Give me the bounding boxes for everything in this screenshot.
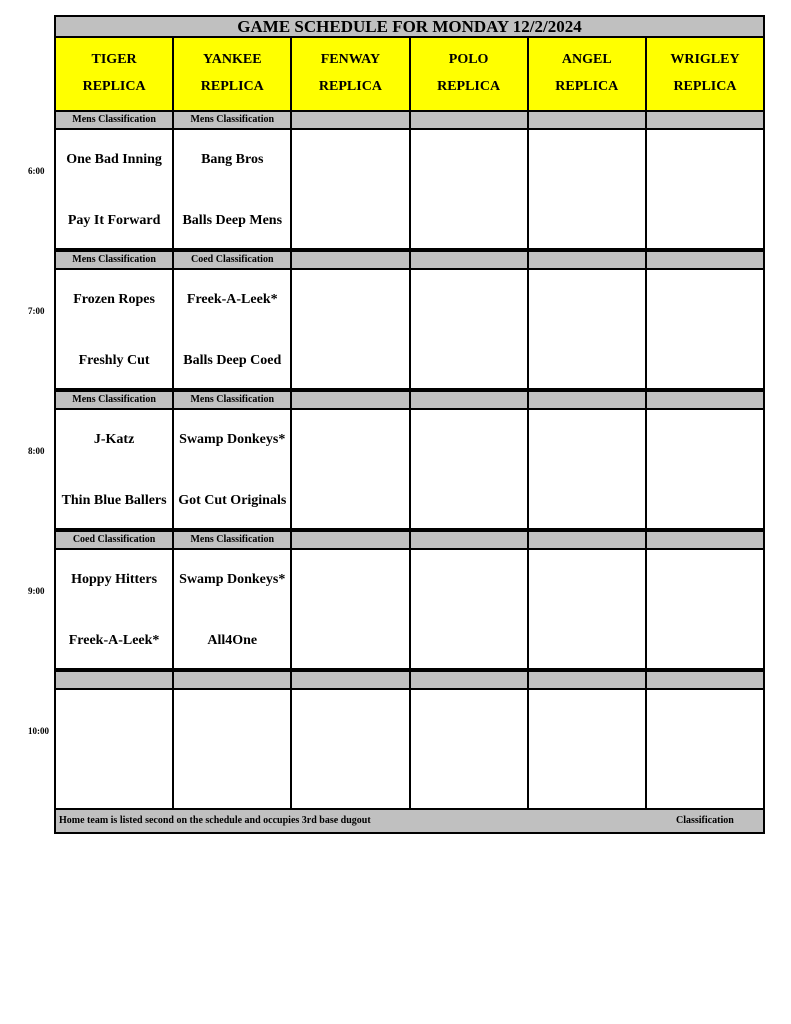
game-cell: [292, 690, 410, 808]
field-name: ANGEL: [561, 52, 612, 67]
classification-cell: Mens Classification: [56, 252, 174, 268]
game-cell: [411, 130, 529, 248]
classification-cell: [529, 392, 647, 408]
field-sub: REPLICA: [200, 79, 264, 94]
classification-cell: [529, 532, 647, 548]
field-name: WRIGLEY: [670, 52, 740, 67]
game-cell: [529, 690, 647, 808]
classification-cell: [292, 252, 410, 268]
classification-cell: [529, 672, 647, 688]
away-team: Swamp Donkeys*: [179, 432, 286, 447]
classification-cell: [411, 112, 529, 128]
classification-label: Classification: [676, 815, 734, 826]
classification-cell: [292, 532, 410, 548]
field-sub: REPLICA: [318, 79, 382, 94]
classification-cell: [411, 672, 529, 688]
game-cell: [529, 550, 647, 668]
game-cell: [56, 130, 174, 248]
classification-cell: [56, 672, 174, 688]
game-slot-row: [54, 268, 765, 390]
game-slot-row: [54, 688, 765, 810]
game-cell: [56, 270, 174, 388]
game-cell: [647, 690, 763, 808]
game-cell: [56, 690, 174, 808]
classification-cell: [647, 252, 763, 268]
game-cell: [411, 690, 529, 808]
classification-cell: Mens Classification: [56, 112, 174, 128]
home-team: Balls Deep Mens: [182, 213, 283, 228]
time-slots: [54, 110, 765, 810]
classification-cell: [411, 392, 529, 408]
classification-row: [54, 110, 765, 128]
classification-cell: [174, 672, 292, 688]
game-cell: [174, 270, 292, 388]
schedule-footer: [54, 810, 765, 834]
classification-row: [54, 530, 765, 548]
classification-row: [54, 390, 765, 408]
game-cell: [647, 130, 763, 248]
classification-cell: [411, 532, 529, 548]
game-cell: [411, 550, 529, 668]
time-label: 6:00: [28, 166, 45, 176]
game-cell: [56, 550, 174, 668]
home-team: All4One: [207, 633, 258, 648]
game-cell: [292, 270, 410, 388]
game-cell: [174, 130, 292, 248]
home-team: Balls Deep Coed: [183, 353, 282, 368]
game-cell: [174, 550, 292, 668]
classification-cell: Coed Classification: [174, 252, 292, 268]
time-label: 9:00: [28, 586, 45, 596]
field-header-fenway: [292, 38, 410, 110]
away-team: Bang Bros: [201, 152, 264, 167]
classification-cell: Mens Classification: [174, 532, 292, 548]
home-team: Pay It Forward: [67, 213, 161, 228]
game-cell: [529, 130, 647, 248]
field-sub: REPLICA: [82, 79, 146, 94]
game-cell: [56, 410, 174, 528]
classification-cell: [647, 112, 763, 128]
classification-cell: [647, 392, 763, 408]
classification-cell: Mens Classification: [174, 112, 292, 128]
classification-cell: [529, 112, 647, 128]
game-cell: [647, 550, 763, 668]
away-team: J-Katz: [93, 432, 135, 447]
classification-cell: Coed Classification: [56, 532, 174, 548]
classification-row: [54, 250, 765, 268]
classification-cell: [647, 672, 763, 688]
classification-cell: [292, 672, 410, 688]
away-team: Frozen Ropes: [73, 292, 155, 307]
time-label: 10:00: [28, 726, 49, 736]
away-team: Swamp Donkeys*: [179, 572, 286, 587]
field-header-polo: [411, 38, 529, 110]
game-cell: [411, 270, 529, 388]
field-sub: REPLICA: [555, 79, 619, 94]
game-cell: [174, 690, 292, 808]
time-label: 8:00: [28, 446, 45, 456]
time-label: 7:00: [28, 306, 45, 316]
away-team: Freek-A-Leek*: [186, 292, 278, 307]
game-cell: [647, 410, 763, 528]
field-sub: REPLICA: [437, 79, 501, 94]
home-team: Thin Blue Ballers: [61, 493, 167, 508]
field-header-yankee: [174, 38, 292, 110]
game-cell: [647, 270, 763, 388]
classification-row: [54, 670, 765, 688]
classification-cell: [292, 112, 410, 128]
away-team: Hoppy Hitters: [71, 572, 158, 587]
field-name: POLO: [448, 52, 489, 67]
classification-cell: [647, 532, 763, 548]
field-name: FENWAY: [320, 52, 381, 67]
game-slot-row: [54, 548, 765, 670]
game-cell: [529, 270, 647, 388]
classification-cell: [411, 252, 529, 268]
schedule-title: GAME SCHEDULE FOR MONDAY 12/2/2024: [54, 15, 765, 38]
home-team: Got Cut Originals: [178, 493, 287, 508]
home-team: Freshly Cut: [78, 353, 150, 368]
classification-cell: Mens Classification: [56, 392, 174, 408]
game-cell: [529, 410, 647, 528]
home-team-note: Home team is listed second on the schedule and occupies 3rd base dugout: [59, 815, 371, 826]
away-team: One Bad Inning: [66, 152, 162, 167]
game-cell: [292, 410, 410, 528]
field-header-angel: [529, 38, 647, 110]
game-cell: [174, 410, 292, 528]
classification-cell: Mens Classification: [174, 392, 292, 408]
classification-cell: [529, 252, 647, 268]
field-header-wrigley: [647, 38, 763, 110]
home-team: Freek-A-Leek*: [68, 633, 160, 648]
game-cell: [292, 550, 410, 668]
field-header-tiger: [56, 38, 174, 110]
game-slot-row: [54, 408, 765, 530]
game-slot-row: [54, 128, 765, 250]
schedule-sheet: [54, 15, 765, 834]
field-name: YANKEE: [202, 52, 262, 67]
game-cell: [292, 130, 410, 248]
field-name: TIGER: [91, 52, 137, 67]
classification-cell: [292, 392, 410, 408]
field-header-row: [54, 38, 765, 110]
game-cell: [411, 410, 529, 528]
field-sub: REPLICA: [673, 79, 737, 94]
